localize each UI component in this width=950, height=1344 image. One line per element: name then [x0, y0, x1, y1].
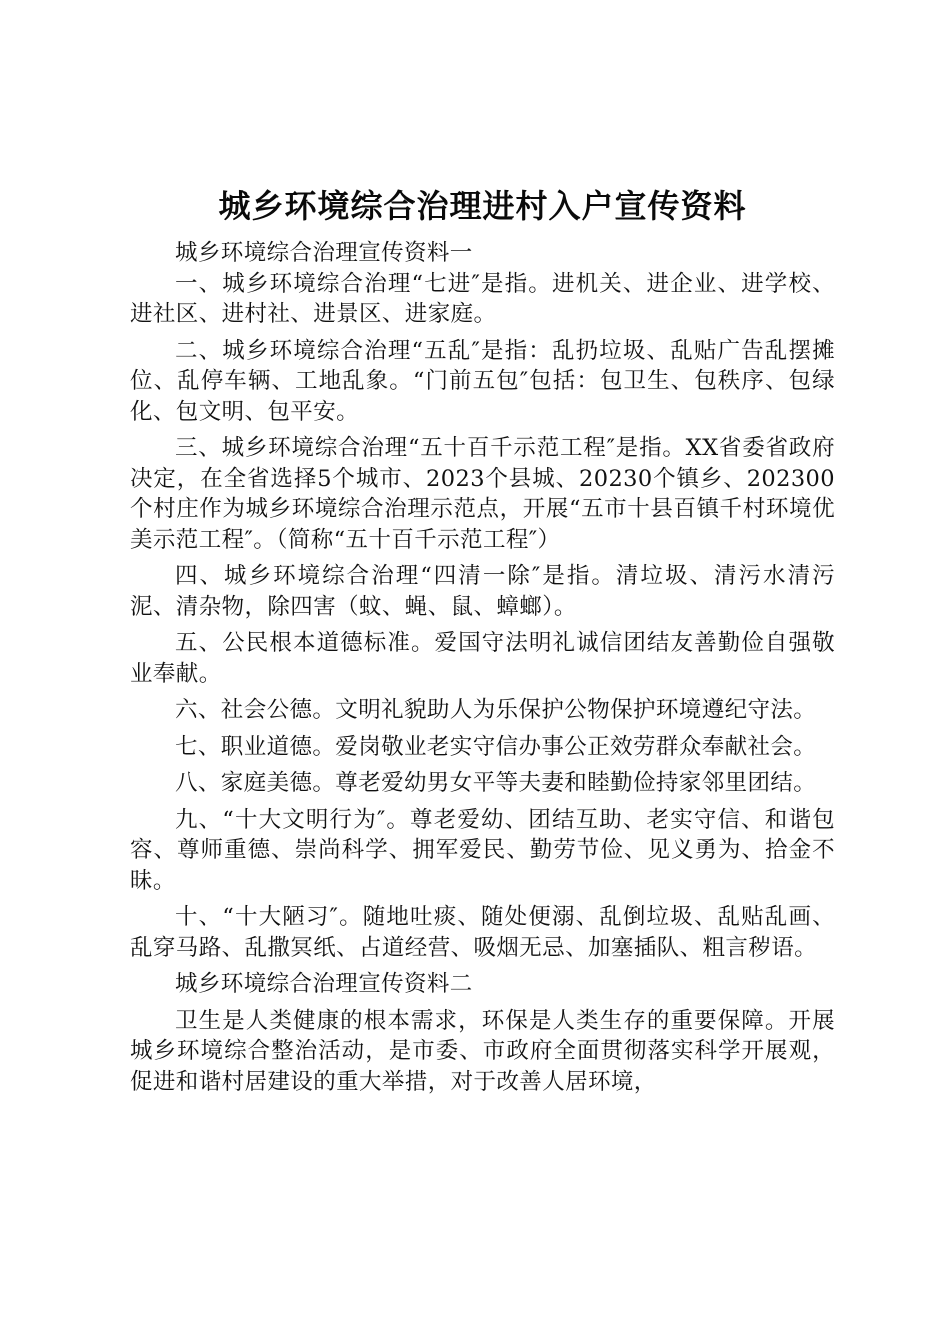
section-1-item-10: 十、“十大陋习″。随地吐痰、随处便溺、乱倒垃圾、乱贴乱画、乱穿马路、乱撒冥纸、占道经营、吸烟无忌、加塞插队、粗言秽语。	[130, 904, 835, 961]
section-2-heading: 城乡环境综合治理宣传资料二	[175, 971, 473, 997]
document-title: 城乡环境综合治理进村入户宣传资料	[218, 187, 747, 225]
section-1-item-8: 八、家庭美德。尊老爱幼男女平等夫妻和睦勤俭持家邻里团结。	[175, 770, 817, 796]
document-page	[130, 180, 835, 1097]
section-1-item-2: 二、城乡环境综合治理“五乱″是指：乱扔垃圾、乱贴广告乱摆摊位、乱停车辆、工地乱象。“门前五包″包括：包卫生、包秩序、包绿化、包文明、包平安。	[130, 337, 835, 425]
section-1-item-5: 五、公民根本道德标准。爱国守法明礼诚信团结友善勤俭自强敬业奉献。	[130, 630, 835, 687]
section-1-item-6: 六、社会公德。文明礼貌助人为乐保护公物保护环境遵纪守法。	[175, 697, 817, 723]
section-1-item-9: 九、“十大文明行为″。尊老爱幼、团结互助、老实守信、和谐包容、尊师重德、崇尚科学、拥军爱民、勤劳节俭、见义勇为、拾金不昧。	[130, 806, 835, 894]
section-1-item-1: 一、城乡环境综合治理“七进″是指。进机关、进企业、进学校、进社区、进村社、进景区、进家庭。	[130, 270, 835, 327]
section-1-item-7: 七、职业道德。爱岗敬业老实守信办事公正效劳群众奉献社会。	[175, 733, 817, 760]
section-1-item-4: 四、城乡环境综合治理“四清一除″是指。清垃圾、清污水清污泥、清杂物，除四害（蚊、蝇、鼠、蟑螂）。	[130, 563, 835, 620]
section-2-body: 卫生是人类健康的根本需求，环保是人类生存的重要保障。开展城乡环境综合整治活动，是市委、市政府全面贯彻落实科学开展观，促进和谐村居建设的重大举措，对于改善人居环境，	[130, 1007, 835, 1095]
section-1-heading: 城乡环境综合治理宣传资料一	[175, 240, 473, 266]
section-1-item-3: 三、城乡环境综合治理“五十百千示范工程″是指。XX省委省政府决定，在全省选择5个城市、2023个县城、20230个镇乡、202300个村庄作为城乡环境综合治理示范点，开展“五市十县百镇千村环境优美示范工程″。（简称“五十百千示范工程″）	[130, 435, 835, 553]
